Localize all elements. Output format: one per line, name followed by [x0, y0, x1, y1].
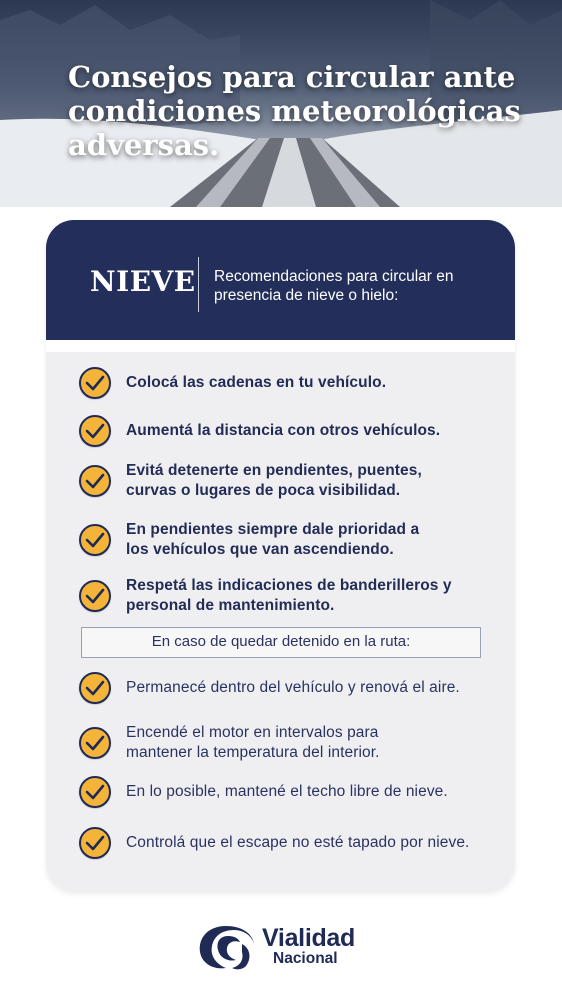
tip-text: Controlá que el escape no esté tapado por nieve. [126, 834, 470, 851]
check-circle-icon [79, 367, 111, 399]
tip-text: En pendientes siempre dale prioridad a los vehículos que van ascendiendo. [126, 521, 420, 558]
hero-banner [0, 0, 562, 207]
check-circle-icon [79, 776, 111, 808]
check-circle-icon [79, 415, 111, 447]
list-item [79, 776, 509, 808]
tip-text: Respetá las indicaciones de banderilleros y personal de mantenimiento. [126, 577, 452, 614]
list-item [79, 415, 509, 447]
vialidad-logo [196, 920, 376, 976]
check-circle-icon [79, 672, 111, 704]
list-item [79, 827, 509, 859]
tips-list [46, 220, 515, 892]
tip-text: Encendé el motor en intervalos para mantener la temperatura del interior. [126, 724, 380, 761]
hero-title: Consejos para circular ante condiciones meteorológicas adversas. [68, 60, 521, 162]
card-description: Recomendaciones para circular en presencia de nieve o hielo: [214, 268, 454, 304]
tip-text: Colocá las cadenas en tu vehículo. [126, 374, 387, 391]
logo-name: Vialidad [262, 924, 356, 952]
check-circle-icon [79, 524, 111, 556]
logo-subtitle: Nacional [273, 950, 338, 967]
check-circle-icon [79, 580, 111, 612]
list-item [79, 367, 509, 399]
check-circle-icon [79, 827, 111, 859]
list-item [79, 576, 509, 616]
tip-text: Evitá detenerte en pendientes, puentes, curvas o lugares de poca visibilidad. [126, 462, 422, 499]
tip-text: En lo posible, mantené el techo libre de nieve. [126, 783, 448, 800]
list-item [79, 520, 509, 560]
check-circle-icon [79, 465, 111, 497]
list-item [79, 672, 509, 704]
tip-text: Aumentá la distancia con otros vehículos. [126, 422, 441, 439]
snow-tips-card [46, 220, 515, 892]
stopped-heading: En caso de quedar detenido en la ruta: [81, 627, 481, 658]
tip-text: Permanecé dentro del vehículo y renová el aire. [126, 679, 460, 696]
check-circle-icon [79, 727, 111, 759]
list-item [79, 461, 509, 501]
list-item [79, 723, 509, 763]
card-heading: NIEVE [90, 265, 196, 298]
vialidad-road-logo-icon [196, 922, 258, 972]
